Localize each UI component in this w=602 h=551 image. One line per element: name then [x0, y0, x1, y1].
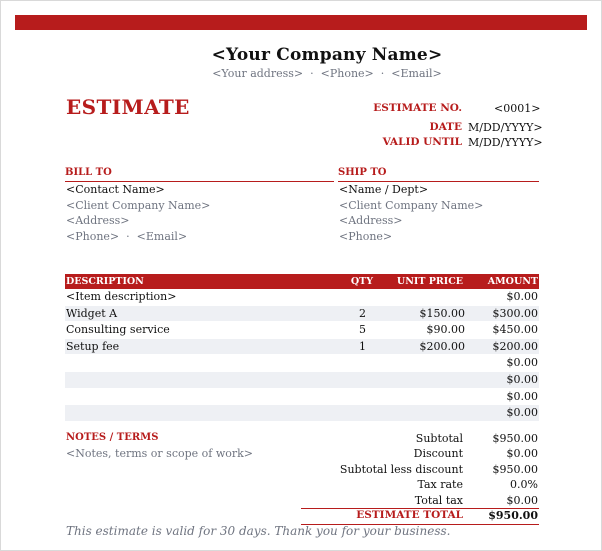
table-header — [65, 274, 539, 289]
ship-to-address: <Address> — [339, 214, 403, 227]
item-unit-price: $200.00 — [419, 339, 465, 353]
footer-note: This estimate is valid for 30 days. Thank you for your business. — [66, 524, 451, 538]
item-description: Consulting service — [66, 323, 170, 337]
valid-until-label: VALID UNTIL — [382, 136, 462, 148]
subtotal-label: Subtotal — [415, 432, 463, 445]
item-unit-price: $150.00 — [419, 306, 465, 320]
separator: · — [126, 230, 130, 243]
item-unit-price: $90.00 — [426, 323, 465, 337]
date-row — [429, 121, 543, 135]
estimate-total-row — [301, 509, 539, 525]
estimate-number-row — [373, 102, 543, 116]
total-tax-value: $0.00 — [506, 494, 538, 507]
subtotal-value: $950.00 — [492, 432, 538, 445]
company-contact-line — [1, 67, 602, 80]
total-tax-row — [301, 494, 539, 509]
valid-until-value: M/DD/YYYY> — [468, 136, 543, 149]
tax-rate-label: Tax rate — [417, 478, 463, 491]
company-email: <Email> — [391, 67, 442, 80]
tax-rate-value: 0.0% — [510, 478, 538, 491]
item-amount: $450.00 — [492, 323, 538, 337]
document-title: ESTIMATE — [66, 95, 190, 119]
estimate-number-value: <0001> — [494, 102, 541, 115]
item-description: Setup fee — [66, 339, 120, 353]
total-tax-label: Total tax — [414, 494, 463, 507]
bill-to-address: <Address> — [66, 214, 130, 227]
ship-to-phone: <Phone> — [339, 230, 393, 243]
separator: · — [380, 67, 385, 80]
table-row — [65, 372, 539, 389]
company-phone: <Phone> — [320, 67, 374, 80]
item-description: Widget A — [66, 306, 118, 320]
item-qty: 1 — [359, 339, 366, 353]
bill-to-heading: BILL TO — [65, 167, 334, 182]
table-body — [65, 289, 539, 422]
tax-rate-row — [301, 478, 539, 494]
table-row — [65, 306, 539, 323]
bill-to-phone: <Phone> — [66, 230, 120, 243]
item-qty: 2 — [359, 306, 366, 320]
subtotal-row — [301, 432, 539, 448]
table-row — [65, 289, 539, 306]
discount-row — [301, 447, 539, 463]
header-accent-bar — [15, 15, 587, 30]
company-name: <Your Company Name> — [211, 45, 443, 65]
date-value: M/DD/YYYY> — [468, 121, 543, 134]
header-qty: QTY — [350, 276, 373, 287]
subtotal-less-discount-value: $950.00 — [492, 463, 538, 476]
item-amount: $300.00 — [492, 306, 538, 320]
table-row — [65, 322, 539, 339]
estimate-total-value: $950.00 — [488, 509, 538, 522]
estimate-number-label: ESTIMATE NO. — [373, 102, 462, 114]
subtotal-less-discount-row — [301, 463, 539, 479]
ship-to-name: <Name / Dept> — [339, 183, 429, 196]
item-amount: $0.00 — [506, 356, 538, 370]
item-amount: $200.00 — [492, 339, 538, 353]
header-description: DESCRIPTION — [66, 276, 144, 287]
item-amount: $0.00 — [506, 389, 538, 403]
header-amount: AMOUNT — [487, 276, 538, 287]
discount-label: Discount — [413, 447, 463, 460]
bill-to-contact: <Contact Name> — [66, 183, 165, 196]
ship-to-company: <Client Company Name> — [339, 199, 484, 212]
bill-to-phone-email — [66, 230, 187, 243]
table-row — [65, 389, 539, 406]
subtotal-less-discount-label: Subtotal less discount — [339, 463, 463, 476]
header-unit-price: UNIT PRICE — [396, 276, 463, 287]
line-items-table — [65, 274, 539, 422]
item-amount: $0.00 — [506, 290, 538, 303]
valid-until-row — [382, 136, 543, 150]
bill-to-company: <Client Company Name> — [66, 199, 211, 212]
estimate-total-label: ESTIMATE TOTAL — [356, 509, 463, 521]
ship-to-heading: SHIP TO — [338, 167, 539, 182]
table-row — [65, 405, 539, 422]
bill-to-email: <Email> — [136, 230, 188, 243]
table-row — [65, 355, 539, 372]
item-amount: $0.00 — [506, 372, 538, 386]
item-qty: 5 — [359, 323, 366, 337]
discount-value: $0.00 — [506, 447, 538, 460]
company-address: <Your address> — [212, 67, 304, 80]
date-label: DATE — [429, 121, 462, 133]
notes-text: <Notes, terms or scope of work> — [66, 447, 254, 460]
item-description: <Item description> — [66, 290, 177, 303]
item-amount: $0.00 — [506, 406, 538, 420]
notes-heading: NOTES / TERMS — [66, 432, 159, 443]
separator: · — [310, 67, 314, 80]
table-row — [65, 339, 539, 356]
